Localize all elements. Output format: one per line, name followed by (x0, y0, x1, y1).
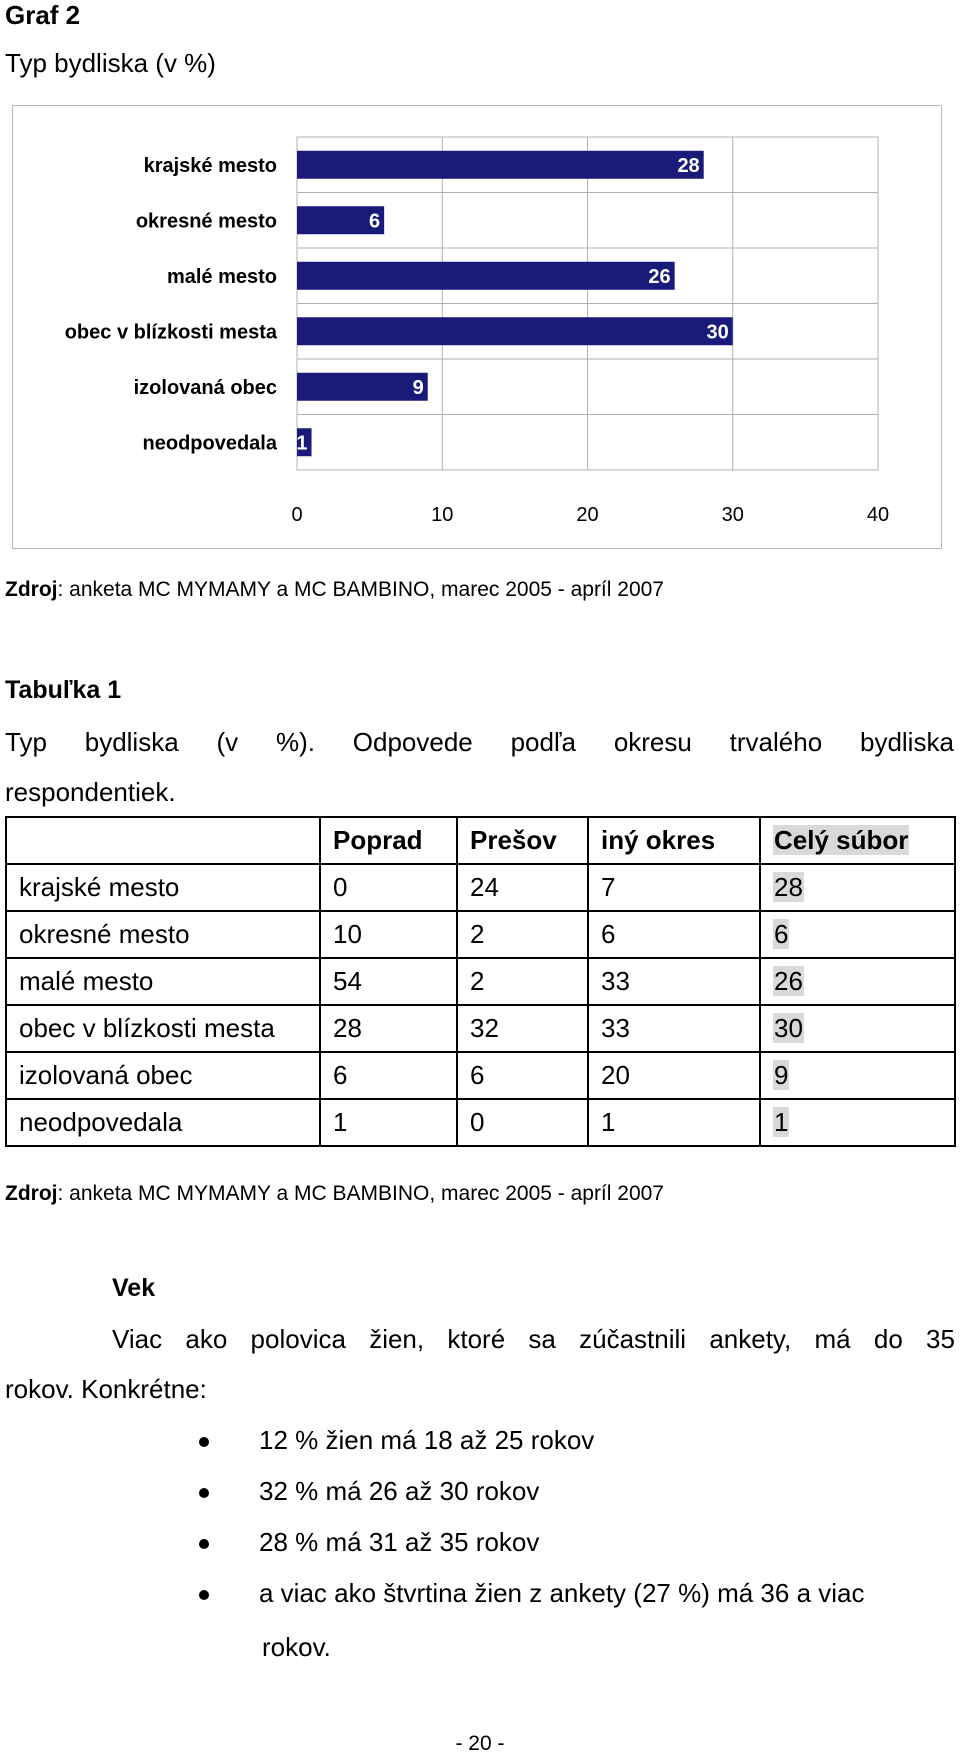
caption-word: Typ (5, 727, 47, 757)
caption-word: bydliska (859, 727, 954, 757)
table-header-row (6, 817, 955, 864)
table-cell: 33 (588, 1005, 760, 1052)
source-label: Zdroj (5, 578, 58, 601)
source-label: Zdroj (5, 1182, 58, 1205)
paragraph-word: ktoré (447, 1324, 506, 1354)
table-cell: 28 (320, 1005, 457, 1052)
paragraph-word: sa (528, 1324, 556, 1354)
bullet-icon (199, 1488, 209, 1498)
data-label: 1 (296, 432, 308, 455)
table-cell: 6 (457, 1052, 588, 1099)
x-tick-label: 0 (291, 504, 303, 526)
table-row (6, 1005, 955, 1052)
vek-heading: Vek (112, 1274, 156, 1302)
table-caption-line1 (5, 727, 954, 758)
table-cell: neodpovedala (6, 1099, 320, 1146)
category-label: malé mesto (166, 265, 277, 288)
paragraph-word: žien, (369, 1324, 425, 1354)
bar (297, 317, 733, 345)
vek-paragraph-line2: rokov. Konkrétne: (5, 1374, 207, 1404)
table-row (6, 864, 955, 911)
paragraph-word: polovica (250, 1324, 346, 1354)
list-item-text: 32 % má 26 až 30 rokov (259, 1476, 540, 1506)
list-item-text: 12 % žien má 18 až 25 rokov (259, 1425, 595, 1455)
bullet-icon (199, 1590, 209, 1600)
paragraph-word: do (873, 1324, 903, 1354)
table-cell: 7 (588, 864, 760, 911)
highlighted-value: 30 (774, 1013, 803, 1043)
source-text: : anketa MC MYMAMY a MC BAMBINO, marec 2005 - apríl 2007 (57, 1182, 664, 1205)
table-header-cell: Poprad (320, 817, 457, 864)
table-header-cell: Prešov (457, 817, 588, 864)
highlighted-value: 28 (774, 872, 803, 902)
table-cell: izolovaná obec (6, 1052, 320, 1099)
data-label: 26 (648, 265, 671, 288)
category-label: okresné mesto (135, 210, 277, 233)
caption-word: %). (275, 727, 315, 757)
table-row (6, 958, 955, 1005)
table-header-cell: iný okres (588, 817, 760, 864)
table-cell: 6 (320, 1052, 457, 1099)
table-cell: 10 (320, 911, 457, 958)
bar-chart (12, 105, 942, 549)
table-cell: 32 (457, 1005, 588, 1052)
paragraph-word: zúčastnili (579, 1324, 687, 1354)
table-cell: 6 (588, 911, 760, 958)
table-cell: 24 (457, 864, 588, 911)
paragraph-word: Viac (112, 1324, 163, 1354)
highlighted-value: 6 (774, 919, 789, 949)
table-cell: 0 (320, 864, 457, 911)
x-tick-label: 20 (576, 504, 599, 526)
table-label: Tabuľka 1 (5, 676, 122, 704)
table-cell: 0 (457, 1099, 588, 1146)
data-label: 9 (412, 376, 424, 399)
bar (297, 151, 704, 179)
paragraph-word: ankety, (709, 1324, 792, 1354)
caption-word: podľa (510, 727, 576, 757)
category-label: izolovaná obec (133, 376, 277, 399)
source-text: : anketa MC MYMAMY a MC BAMBINO, marec 2005 - apríl 2007 (57, 578, 664, 601)
table-row (6, 1052, 955, 1099)
last-item-continuation: rokov. (262, 1632, 331, 1662)
table-caption-line2: respondentiek. (5, 777, 176, 807)
graph-title: Typ bydliska (v %) (5, 48, 216, 78)
table-header-cell (760, 817, 955, 864)
paragraph-word: 35 (926, 1324, 955, 1354)
caption-word: bydliska (84, 727, 179, 757)
bar (297, 262, 675, 290)
table-cell: 1 (588, 1099, 760, 1146)
data-label: 30 (706, 321, 729, 344)
caption-word: Odpovede (352, 727, 473, 757)
table-cell: 33 (588, 958, 760, 1005)
category-label: neodpovedala (142, 432, 277, 455)
highlighted-header: Celý súbor (774, 825, 909, 855)
caption-word: okresu (613, 727, 692, 757)
table-cell: krajské mesto (6, 864, 320, 911)
caption-word: (v (216, 727, 239, 757)
table-cell: 20 (588, 1052, 760, 1099)
x-tick-label: 40 (866, 504, 890, 526)
table-cell (760, 1005, 955, 1052)
page-number: - 20 - (455, 1732, 505, 1755)
highlighted-value: 26 (774, 966, 803, 996)
list-item-text: a viac ako štvrtina žien z ankety (27 %) má 36 a viac (259, 1578, 865, 1608)
caption-word: trvalého (729, 727, 823, 757)
category-label: krajské mesto (143, 154, 277, 177)
table-cell (760, 958, 955, 1005)
table-cell (760, 864, 955, 911)
table-cell: 1 (320, 1099, 457, 1146)
chart-source (5, 578, 664, 602)
table-cell: 2 (457, 958, 588, 1005)
table-header-cell (6, 817, 320, 864)
data-table (5, 816, 956, 1147)
bullet-icon (199, 1437, 209, 1447)
highlighted-value: 9 (774, 1060, 789, 1090)
table-row (6, 911, 955, 958)
paragraph-word: ako (185, 1324, 228, 1354)
list-item-text: 28 % má 31 až 35 rokov (259, 1527, 540, 1557)
x-tick-label: 10 (431, 504, 454, 526)
bullet-icon (199, 1539, 209, 1549)
paragraph-word: má (814, 1324, 851, 1354)
table-cell (760, 1052, 955, 1099)
table-cell: malé mesto (6, 958, 320, 1005)
table-cell: okresné mesto (6, 911, 320, 958)
data-label: 28 (677, 154, 700, 177)
x-tick-label: 30 (721, 504, 744, 526)
graph-label: Graf 2 (5, 0, 81, 30)
bar (297, 373, 428, 401)
highlighted-value: 1 (774, 1107, 789, 1137)
table-cell: obec v blízkosti mesta (6, 1005, 320, 1052)
table-row (6, 1099, 955, 1146)
table-cell (760, 911, 955, 958)
table-source (5, 1182, 664, 1206)
table-cell: 54 (320, 958, 457, 1005)
category-label: obec v blízkosti mesta (64, 321, 277, 344)
bar-chart-svg (13, 106, 941, 548)
data-label: 6 (369, 210, 381, 233)
vek-paragraph-line1 (112, 1324, 955, 1355)
table-cell: 2 (457, 911, 588, 958)
table-cell (760, 1099, 955, 1146)
